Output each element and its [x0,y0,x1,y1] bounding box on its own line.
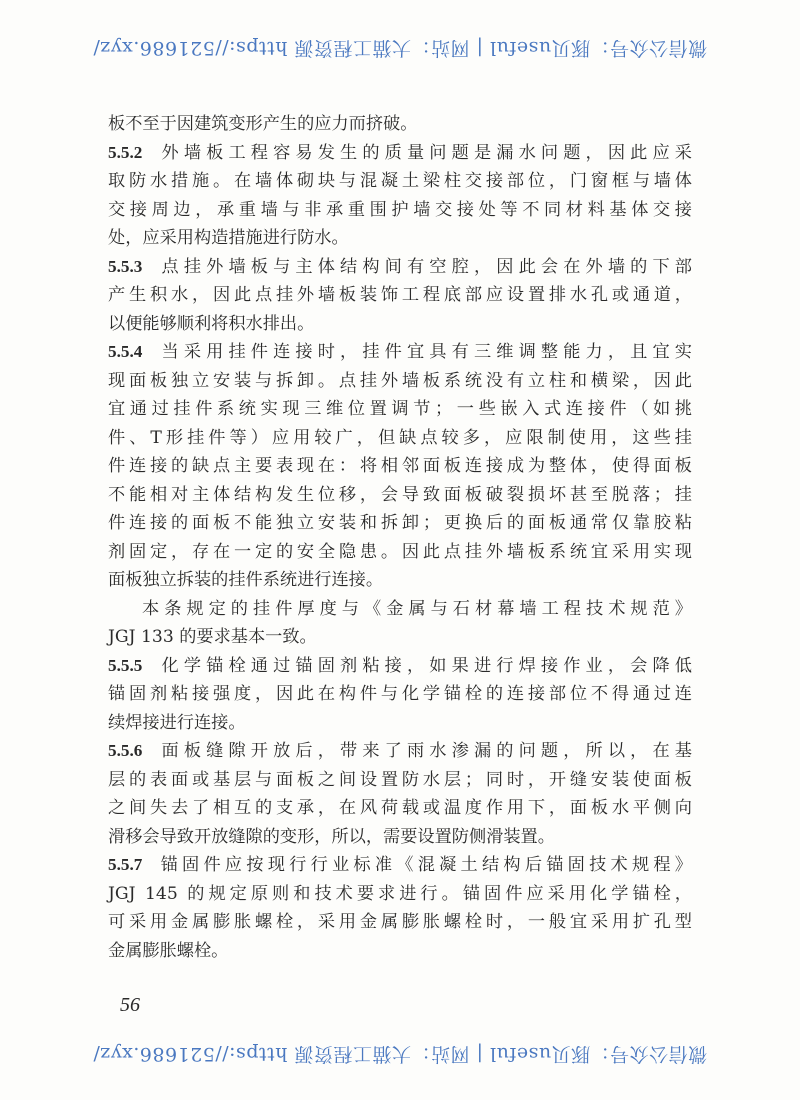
text-line [108,481,692,510]
text-line [108,652,692,681]
page-number: 56 [120,994,140,1016]
line-text: 件连接的缺点主要表现在：将相邻面板连接成为整体，使得面板 [108,456,692,476]
line-text: 面板缝隙开放后，带来了雨水渗漏的问题，所以，在基 [156,741,692,761]
clause-number: 5.5.5 [108,655,143,675]
text-line [108,680,692,709]
line-text: JGJ 133 的要求基本一致。 [108,627,317,647]
text-line [108,595,692,624]
text-line [108,395,692,424]
text-line [108,452,692,481]
text-line [108,367,692,396]
line-text: 不能相对主体结构发生位移，会导致面板破裂损坏甚至脱落；挂 [108,484,692,505]
line-text: 滑移会导致开放缝隙的变形，所以，需要设置防侧滑装置。 [108,826,555,847]
clause-number: 5.5.2 [108,142,143,162]
text-line [108,509,692,538]
line-text: 以便能够顺利将积水排出。 [108,313,315,334]
line-text: 外墙板工程容易发生的质量问题是漏水问题，因此应采 [156,142,692,163]
line-text: 面板独立拆装的挂件系统进行连接。 [108,570,384,590]
clause-number: 5.5.7 [108,855,143,874]
text-line [108,794,692,823]
text-line [108,851,692,880]
clause-number: 5.5.6 [108,741,143,760]
line-text: 金属膨胀螺栓。 [108,940,229,961]
line-text: 交接周边，承重墙与非承重围护墙交接处等不同材料基体交接 [108,199,692,220]
line-text: 之间失去了相互的支承，在风荷载或温度作用下，面板水平侧向 [108,798,692,818]
line-text: 续焊接进行连接。 [108,712,246,733]
line-text: 板不至于因建筑变形产生的应力而挤破。 [108,114,418,134]
line-text: 取防水措施。在墙体砌块与混凝土梁柱交接部位，门窗框与墙体 [108,171,692,191]
text-line [108,937,692,966]
line-text: 锚固件应按现行行业标准《混凝土结构后锚固技术规程》 [156,855,692,875]
line-text: 产生积水，因此点挂外墙板装饰工程底部应设置排水孔或通道， [108,285,692,305]
text-line [108,908,692,937]
line-text: 件、T形挂件等）应用较广，但缺点较多，应限制使用，这些挂 [108,427,692,448]
clause-number: 5.5.4 [108,342,143,361]
line-text: 可采用金属膨胀螺栓，采用金属膨胀螺栓时，一般宜采用扩孔型 [108,912,692,932]
text-line [108,167,692,196]
line-text: 件连接的面板不能独立安装和拆卸；更换后的面板通常仅靠胶粘 [108,513,692,533]
line-text: 处，应采用构造措施进行防水。 [108,228,349,248]
line-text: JGJ 145 的规定原则和技术要求进行。锚固件应采用化学锚栓， [108,883,692,904]
line-text: 剂固定，存在一定的安全隐患。因此点挂外墙板系统宜采用实现 [108,541,692,562]
text-line [108,623,692,652]
clause-number: 5.5.3 [108,256,143,276]
text-line [108,823,692,852]
watermark-header: 微信公众号：豚贝useful | 网站：大猫工程资源 https://521686.xyz/ [92,37,708,59]
text-line [108,224,692,253]
text-line [108,196,692,225]
text-line [108,310,692,339]
line-text: 点挂外墙板与主体结构间有空腔，因此会在外墙的下部 [156,256,692,277]
text-line [108,110,692,139]
line-text: 锚固剂粘接强度，因此在构件与化学锚栓的连接部位不得通过连 [108,684,692,704]
text-line [108,139,692,168]
text-line [108,424,692,453]
text-line [108,709,692,738]
line-text: 现面板独立安装与拆卸。点挂外墙板系统没有立柱和横梁，因此 [108,370,692,391]
text-line [108,566,692,595]
text-line [108,737,692,766]
line-text: 本条规定的挂件厚度与《金属与石材幕墙工程技术规范》 [142,598,692,619]
text-line [108,880,692,909]
document-body [108,110,692,965]
line-text: 宜通过挂件系统实现三维位置调节；一些嵌入式连接件（如挑 [108,399,692,419]
line-text: 当采用挂件连接时，挂件宜具有三维调整能力，且宜实 [156,342,692,362]
line-text: 化学锚栓通过锚固剂粘接，如果进行焊接作业，会降低 [156,655,692,676]
watermark-footer: 微信公众号：豚贝useful | 网站：大猫工程资源 https://521686.xyz/ [92,1043,708,1065]
text-line [108,538,692,567]
text-line [108,281,692,310]
text-line [108,338,692,367]
text-line [108,766,692,795]
line-text: 层的表面或基层与面板之间设置防水层；同时，开缝安装使面板 [108,769,692,790]
text-line [108,253,692,282]
